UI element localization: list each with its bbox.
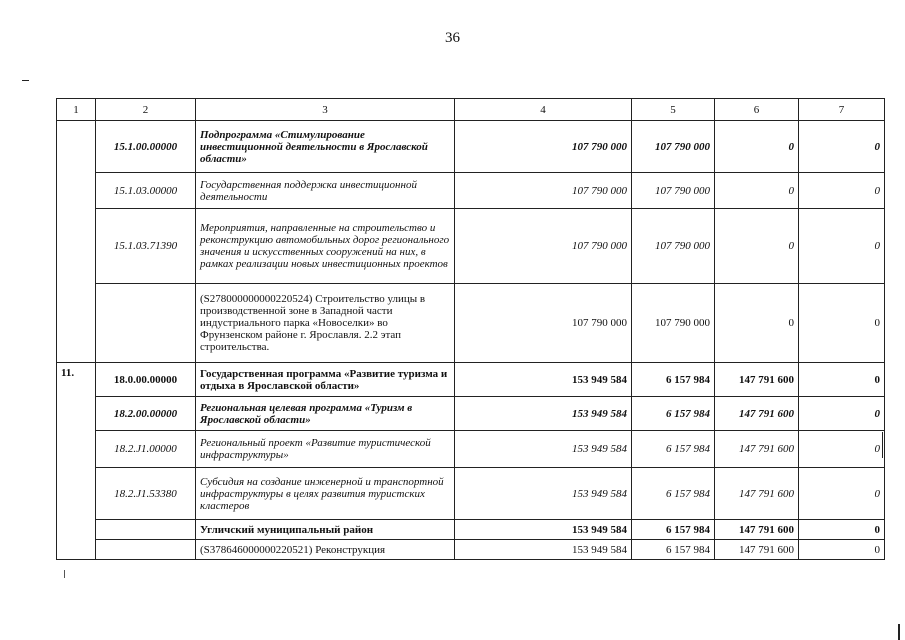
amount-cell: 0 bbox=[715, 121, 799, 173]
amount-cell: 0 bbox=[715, 173, 799, 209]
amount-cell: 0 bbox=[799, 431, 885, 468]
name-cell: Региональный проект «Развитие туристической инфраструктуры» bbox=[196, 431, 455, 468]
code-cell bbox=[96, 540, 196, 560]
amount-cell: 147 791 600 bbox=[715, 397, 799, 431]
amount-cell: 6 157 984 bbox=[632, 363, 715, 397]
amount-cell: 153 949 584 bbox=[455, 540, 632, 560]
name-cell: (S378646000000220521) Реконструкция bbox=[196, 540, 455, 560]
code-cell: 15.1.03.71390 bbox=[96, 209, 196, 284]
amount-cell: 107 790 000 bbox=[455, 284, 632, 363]
name-cell: Государственная поддержка инвестиционной деятельности bbox=[196, 173, 455, 209]
name-cell: Угличский муниципальный район bbox=[196, 520, 455, 540]
column-header: 1 bbox=[57, 99, 96, 121]
name-cell: Государственная программа «Развитие туризма и отдыха в Ярославской области» bbox=[196, 363, 455, 397]
page-number: 36 bbox=[445, 30, 460, 46]
amount-cell: 6 157 984 bbox=[632, 540, 715, 560]
amount-cell: 0 bbox=[799, 468, 885, 520]
code-cell: 18.2.00.00000 bbox=[96, 397, 196, 431]
amount-cell: 0 bbox=[715, 209, 799, 284]
amount-cell: 6 157 984 bbox=[632, 520, 715, 540]
amount-cell: 0 bbox=[799, 397, 885, 431]
column-header: 7 bbox=[799, 99, 885, 121]
amount-cell: 0 bbox=[799, 540, 885, 560]
amount-cell: 147 791 600 bbox=[715, 540, 799, 560]
amount-cell: 6 157 984 bbox=[632, 397, 715, 431]
amount-cell: 0 bbox=[799, 209, 885, 284]
table-header-row bbox=[57, 99, 885, 121]
amount-cell: 107 790 000 bbox=[632, 284, 715, 363]
amount-cell: 153 949 584 bbox=[455, 520, 632, 540]
amount-cell: 153 949 584 bbox=[455, 468, 632, 520]
table-row bbox=[57, 468, 885, 520]
budget-table bbox=[56, 98, 885, 560]
amount-cell: 153 949 584 bbox=[455, 363, 632, 397]
amount-cell: 107 790 000 bbox=[632, 209, 715, 284]
table-row bbox=[57, 284, 885, 363]
table-row bbox=[57, 397, 885, 431]
code-cell: 15.1.03.00000 bbox=[96, 173, 196, 209]
amount-cell: 153 949 584 bbox=[455, 397, 632, 431]
amount-cell: 147 791 600 bbox=[715, 520, 799, 540]
name-cell: Субсидия на создание инженерной и транспортной инфраструктуры в целях развития туристских кластеров bbox=[196, 468, 455, 520]
amount-cell: 0 bbox=[799, 284, 885, 363]
amount-cell: 0 bbox=[799, 520, 885, 540]
scan-artifact bbox=[898, 624, 900, 640]
amount-cell: 107 790 000 bbox=[455, 173, 632, 209]
name-cell: (S278000000000220524) Строительство улицы в производственной зоне в Западной части индустриального парка «Новоселки» во Фрунзенском районе г. Ярославля. 2.2 этап строительства. bbox=[196, 284, 455, 363]
amount-cell: 0 bbox=[799, 121, 885, 173]
name-cell: Региональная целевая программа «Туризм в Ярославской области» bbox=[196, 397, 455, 431]
amount-cell: 107 790 000 bbox=[632, 173, 715, 209]
row-number-cell: 11. bbox=[57, 363, 96, 560]
table-row bbox=[57, 431, 885, 468]
amount-cell: 147 791 600 bbox=[715, 468, 799, 520]
code-cell: 18.2.J1.53380 bbox=[96, 468, 196, 520]
code-cell bbox=[96, 520, 196, 540]
amount-cell: 6 157 984 bbox=[632, 431, 715, 468]
scan-artifact bbox=[22, 80, 29, 81]
code-cell: 15.1.00.00000 bbox=[96, 121, 196, 173]
name-cell: Подпрограмма «Стимулирование инвестиционной деятельности в Ярославской области» bbox=[196, 121, 455, 173]
row-number-cell bbox=[57, 121, 96, 363]
amount-cell: 153 949 584 bbox=[455, 431, 632, 468]
column-header: 3 bbox=[196, 99, 455, 121]
code-cell: 18.0.00.00000 bbox=[96, 363, 196, 397]
column-header: 4 bbox=[455, 99, 632, 121]
code-cell bbox=[96, 284, 196, 363]
table-row bbox=[57, 363, 885, 397]
table-row bbox=[57, 121, 885, 173]
amount-cell: 147 791 600 bbox=[715, 363, 799, 397]
column-header: 5 bbox=[632, 99, 715, 121]
table-row bbox=[57, 520, 885, 540]
column-header: 6 bbox=[715, 99, 799, 121]
amount-cell: 0 bbox=[799, 363, 885, 397]
amount-cell: 107 790 000 bbox=[455, 121, 632, 173]
table-row bbox=[57, 540, 885, 560]
table-row bbox=[57, 173, 885, 209]
amount-cell: 6 157 984 bbox=[632, 468, 715, 520]
table-row bbox=[57, 209, 885, 284]
amount-cell: 147 791 600 bbox=[715, 431, 799, 468]
amount-cell: 0 bbox=[715, 284, 799, 363]
scan-artifact bbox=[64, 570, 65, 578]
column-header: 2 bbox=[96, 99, 196, 121]
amount-cell: 107 790 000 bbox=[632, 121, 715, 173]
amount-cell: 0 bbox=[799, 173, 885, 209]
amount-cell: 107 790 000 bbox=[455, 209, 632, 284]
code-cell: 18.2.J1.00000 bbox=[96, 431, 196, 468]
name-cell: Мероприятия, направленные на строительство и реконструкцию автомобильных дорог регионального значения и искусственных сооружений на них, в рамках реализации новых инвестиционных проектов bbox=[196, 209, 455, 284]
